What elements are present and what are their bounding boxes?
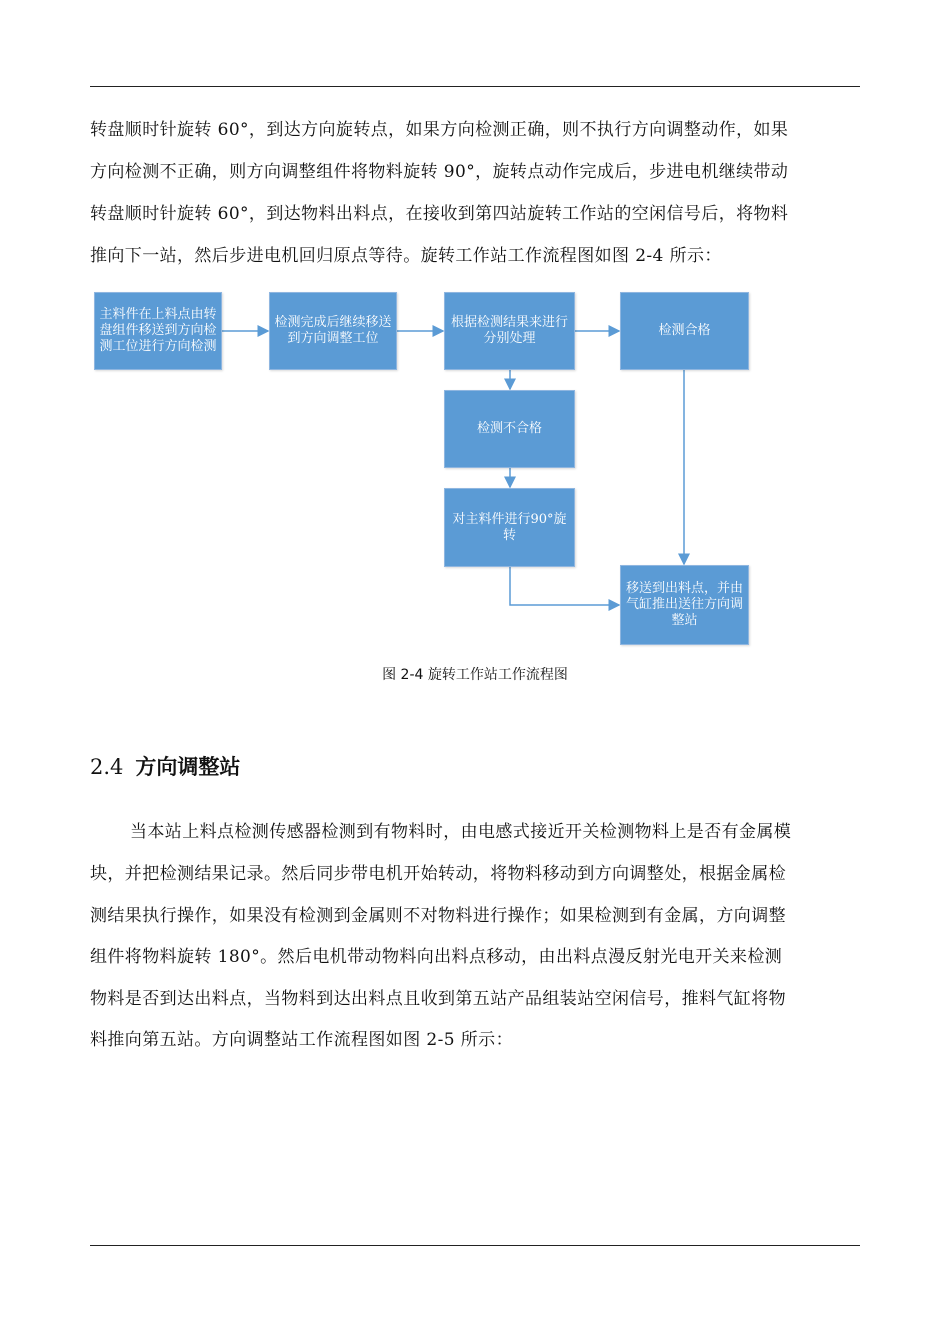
section-number: 2.4 (90, 755, 124, 779)
flow-box-text: 根据检测结果来进行分别处理 (450, 315, 568, 346)
paragraph-line: 当本站上料点检测传感器检测到有物料时，由电感式接近开关检测物料上是否有金属模 (130, 822, 792, 842)
arrow-6-7 (510, 567, 619, 605)
flow-box-text: 检测合格 (658, 323, 711, 338)
paragraph-line: 方向检测不正确，则方向调整组件将物料旋转 90°，旋转点动作完成后，步进电机继续带动 (90, 162, 789, 182)
flow-box-text: 检测不合格 (476, 421, 542, 436)
flow-box-decide (444, 292, 575, 370)
flow-box-rotate (444, 488, 575, 567)
footer-rule (90, 1245, 860, 1246)
flow-box-text: 主料件在上料点由转盘组件移送到方向检测工位进行方向检测 (99, 307, 217, 354)
paragraph-line: 块，并把检测结果记录。然后同步带电机开始转动，将物料移动到方向调整处，根据金属检 (90, 864, 786, 884)
flow-box-start (94, 292, 222, 370)
paragraph-line: 转盘顺时针旋转 60°，到达物料出料点，在接收到第四站旋转工作站的空闲信号后，将物料 (90, 204, 789, 224)
flow-box-text: 移送到出料点，并由气缸推出送往方向调整站 (625, 581, 743, 628)
flow-box-text: 对主料件进行90°旋转 (452, 511, 567, 543)
paragraph-line: 物料是否到达出料点，当物料到达出料点且收到第五站产品组装站空闲信号，推料气缸将物 (90, 989, 786, 1009)
flow-box-pass (620, 292, 749, 370)
paragraph-line: 组件将物料旋转 180°。然后电机带动物料向出料点移动，由出料点漫反射光电开关来检测 (90, 947, 783, 967)
flow-box-output (620, 565, 749, 645)
figure-caption: 图 2-4 旋转工作站工作流程图 (382, 667, 568, 683)
paragraph-line: 推向下一站，然后步进电机回归原点等待。旋转工作站工作流程图如图 2-4 所示： (90, 246, 722, 266)
flow-box-text: 检测完成后继续移送到方向调整工位 (274, 315, 392, 346)
section-heading (90, 751, 240, 781)
flow-box-move (269, 292, 397, 370)
paragraph-line: 测结果执行操作，如果没有检测到金属则不对物料进行操作；如果检测到有金属，方向调整 (90, 906, 786, 926)
paragraph-line: 转盘顺时针旋转 60°，到达方向旋转点，如果方向检测正确，则不执行方向调整动作，如果 (90, 120, 789, 140)
paragraph-line: 料推向第五站。方向调整站工作流程图如图 2-5 所示： (90, 1030, 513, 1050)
section-title: 方向调整站 (135, 755, 241, 779)
flow-box-fail (444, 390, 575, 468)
